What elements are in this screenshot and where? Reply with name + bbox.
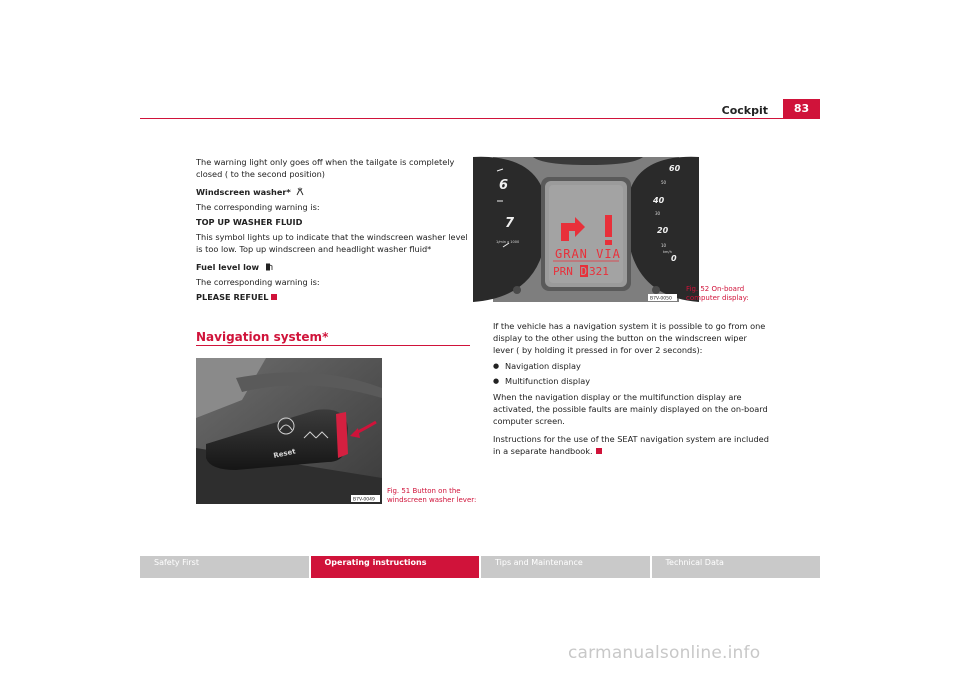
fuel-warning: PLEASE REFUEL — [196, 292, 269, 302]
end-mark — [271, 294, 277, 300]
fig51-code: B7V-0049 — [353, 497, 375, 503]
wiper-lever-illustration — [196, 358, 382, 504]
left-column-text — [196, 156, 472, 309]
speedo-label-0: 0 — [671, 254, 677, 263]
nav-paragraph-handbook: Instructions for the use of the SEAT navigation system are included in a separate handbook. — [493, 434, 769, 456]
speedo-label-10: 10 — [661, 243, 667, 248]
fuel-heading: Fuel level low — [196, 262, 260, 272]
reset-label: Reset — [272, 447, 297, 460]
list-item: ● Multifunction display — [493, 375, 769, 387]
speedo-label-40: 40 — [653, 196, 665, 205]
nav-paragraph-faults: When the navigation display or the multifunction display are activated, the possible faults are mainly displayed on the on-board computer screen. — [493, 392, 768, 426]
washer-description: This symbol lights up to indicate that the windscreen washer level is too low. Top up windscreen and headlight washer fluid* — [196, 232, 468, 254]
washer-heading: Windscreen washer* — [196, 187, 291, 197]
display-gear-active: D — [580, 265, 588, 278]
tab-technical-data[interactable]: Technical Data — [652, 556, 821, 578]
end-mark — [596, 448, 602, 454]
paragraph-tailgate: The warning light only goes off when the tailgate is completely closed ( to the second position) — [196, 157, 455, 179]
speedo-label-60: 60 — [669, 164, 681, 173]
fig52-code: B7V-0050 — [650, 296, 672, 302]
nav-intro: If the vehicle has a navigation system it is possible to go from one display to the other using the button on the windscreen wiper lever ( by holding it pressed in for over 2 seconds): — [493, 321, 766, 355]
speedo-label-50: 50 — [661, 180, 667, 185]
header-rule — [140, 118, 820, 119]
fuel-pump-icon — [265, 262, 273, 271]
right-column-text — [493, 320, 769, 463]
tacho-label-6: 6 — [499, 178, 509, 193]
tab-tips-and-maintenance[interactable]: Tips and Maintenance — [481, 556, 650, 578]
fuel-intro: The corresponding warning is: — [196, 277, 320, 287]
washer-warning: TOP UP WASHER FLUID — [196, 217, 303, 227]
display-gears-prn: PRN — [553, 265, 573, 278]
speedo-label-30: 30 — [655, 211, 661, 216]
washer-intro: The corresponding warning is: — [196, 202, 320, 212]
section-rule — [196, 345, 470, 346]
figure-52-caption: Fig. 52 On-board computer display: — [686, 285, 749, 302]
speedo-label-20: 20 — [657, 226, 669, 235]
page-number: 83 — [783, 99, 820, 119]
display-street-name: GRAN VIA — [555, 247, 621, 261]
instrument-cluster-illustration — [493, 157, 679, 302]
tab-operating-instructions[interactable]: Operating instructions — [311, 556, 480, 578]
washer-fluid-icon — [296, 187, 304, 196]
list-item: ● Navigation display — [493, 360, 769, 372]
watermark: carmanualsonline.info — [568, 643, 761, 663]
running-header-title: Cockpit — [721, 104, 768, 117]
tab-safety-first[interactable]: Safety First — [140, 556, 309, 578]
figure-52-image — [493, 157, 679, 302]
warning-exclamation-icon — [605, 215, 612, 237]
section-title: Navigation system* — [196, 330, 329, 344]
figure-51-caption: Fig. 51 Button on the windscreen washer lever: — [387, 487, 477, 504]
display-options-list — [493, 360, 769, 387]
tacho-unit: 1/min x 1000 — [496, 240, 520, 244]
speedo-unit: km/h — [663, 250, 672, 254]
display-gears-rest: 321 — [589, 265, 609, 278]
tacho-label-7: 7 — [505, 216, 515, 231]
figure-51-image — [196, 358, 382, 504]
footer-nav — [140, 556, 820, 578]
